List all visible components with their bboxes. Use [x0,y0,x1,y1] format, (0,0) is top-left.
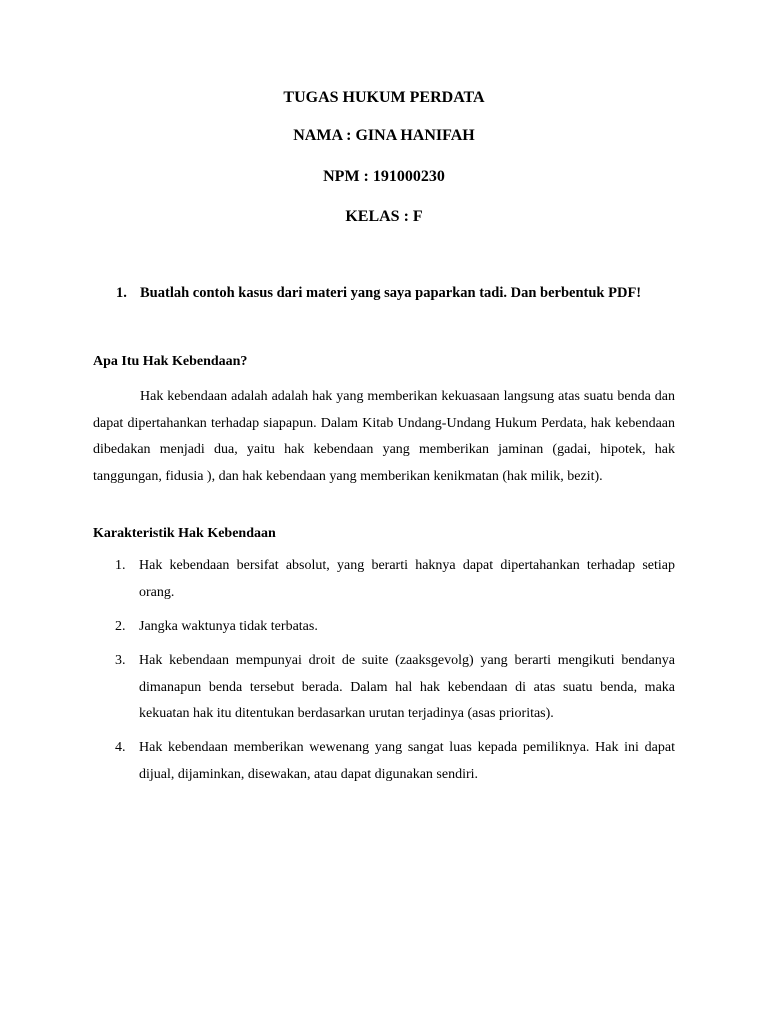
list-item-text: Hak kebendaan memberikan wewenang yang sangat luas kepada pemiliknya. Hak ini dapat dijual, dijaminkan, disewakan, atau dapat digunakan sendiri. [139,740,675,782]
list-item [115,614,675,641]
question-text: Buatlah contoh kasus dari materi yang saya paparkan tadi. Dan berbentuk PDF! [140,285,642,301]
list-item-text: Jangka waktunya tidak terbatas. [139,619,318,634]
list-item-number: 4. [115,740,126,755]
assignment-question [116,283,696,303]
list-item [115,735,675,788]
definition-paragraph: Hak kebendaan adalah adalah hak yang memberikan kekuasaan langsung atas suatu benda dan dapat dipertahankan terhadap siapapun. Dalam Kitab Undang-Undang Hukum Perdata, hak kebendaan dibedakan menjadi dua, yaitu hak kebendaan yang memberikan jaminan (gadai, hipotek, hak tanggungan, fidusia ), dan hak kebendaan yang memberikan kenikmatan (hak milik, bezit). [93,389,675,484]
list-item-number: 1. [115,558,126,573]
student-name: NAMA : GINA HANIFAH [293,127,475,144]
list-item-number: 2. [115,619,126,634]
student-npm: NPM : 191000230 [323,168,445,185]
list-item [115,648,675,728]
question-number: 1. [116,285,127,301]
section-heading-apa-itu: Apa Itu Hak Kebendaan? [93,354,248,369]
list-item-text: Hak kebendaan bersifat absolut, yang berarti haknya dapat dipertahankan terhadap setiap orang. [139,558,675,600]
section-heading-karakteristik: Karakteristik Hak Kebendaan [93,526,276,541]
list-item-number: 3. [115,653,126,668]
list-item [115,553,675,606]
list-item-text: Hak kebendaan mempunyai droit de suite (zaaksgevolg) yang berarti mengikuti bendanya dimanapun benda tersebut berada. Dalam hal hak kebendaan di atas suatu benda, maka kekuatan hak itu ditentukan berdasarkan urutan terjadinya (asas prioritas). [139,653,675,721]
student-class: KELAS : F [345,208,423,225]
document-title: TUGAS HUKUM PERDATA [283,89,485,106]
